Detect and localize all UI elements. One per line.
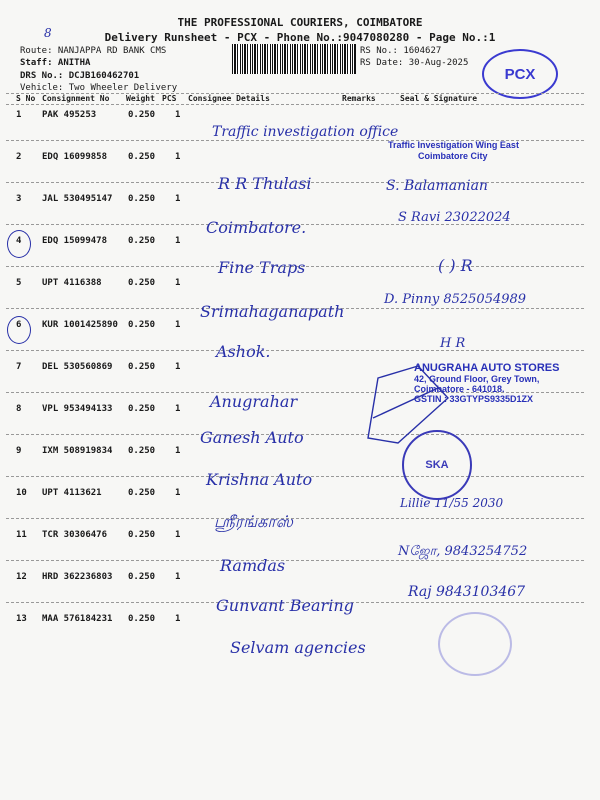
row-consignment: MAA 576184231	[42, 614, 113, 624]
signature: D. Pinny 8525054989	[384, 292, 527, 307]
row-weight: 0.250	[128, 488, 156, 498]
handwritten-consignee: Srimahaganapath	[200, 302, 345, 321]
col-consignment: Consignment No	[42, 94, 110, 103]
pcx-stamp: PCX	[482, 49, 558, 99]
row-pcs: 1	[175, 614, 181, 624]
route: Route: NANJAPPA RD BANK CMS	[20, 46, 167, 56]
signature: Lillie 11/55 2030	[400, 496, 504, 510]
row-consignment: VPL 953494133	[42, 404, 113, 414]
row-pcs: 1	[175, 152, 181, 162]
row-weight: 0.250	[128, 362, 156, 372]
handwritten-consignee: Anugrahar	[210, 392, 298, 411]
signature: Nஜோ, 9843254752	[398, 544, 528, 559]
row-weight: 0.250	[128, 446, 156, 456]
handwritten-consignee: Ashok.	[216, 342, 271, 361]
handwritten-consignee: Traffic investigation office	[212, 124, 399, 140]
row-pcs: 1	[175, 278, 181, 288]
row-sno: 6	[16, 320, 22, 330]
signature: S Ravi 23022024	[398, 210, 511, 225]
handwritten-consignee: Coimbatore.	[206, 218, 307, 237]
row-pcs: 1	[175, 236, 181, 246]
circle-mark	[7, 316, 31, 344]
row-sno: 10	[16, 488, 27, 498]
shop-name: ANUGRAHA AUTO STORES	[414, 362, 560, 374]
round-seal: SKA	[402, 430, 472, 500]
row-weight: 0.250	[128, 110, 156, 120]
traffic-stamp-line2: Coimbatore City	[418, 151, 488, 161]
shop-gstin: GSTIN : 33GTYPS9335D1ZX	[414, 394, 534, 404]
shop-address-2: Coimbatore - 641018.	[414, 384, 505, 394]
signature: Raj 9843103467	[408, 584, 526, 600]
divider	[6, 560, 584, 561]
row-weight: 0.250	[128, 194, 156, 204]
col-consignee: Consignee Details	[188, 94, 270, 103]
barcode	[232, 44, 356, 74]
col-pcs: PCS	[162, 94, 177, 103]
handwritten-consignee: Gunvant Bearing	[216, 596, 354, 615]
row-weight: 0.250	[128, 320, 156, 330]
row-consignment: HRD 362236803	[42, 572, 113, 582]
handwritten-consignee: Krishna Auto	[206, 470, 313, 489]
handwritten-consignee: Fine Traps	[218, 258, 306, 277]
corner-mark: 8	[44, 26, 52, 40]
row-consignment: TCR 30306476	[42, 530, 108, 540]
shop-address-1: 42, Ground Floor, Grey Town,	[414, 374, 540, 384]
row-weight: 0.250	[128, 278, 156, 288]
handwritten-consignee: Selvam agencies	[230, 638, 366, 657]
traffic-stamp-line1: Traffic Investigation Wing East	[388, 140, 519, 150]
rs-date: RS Date: 30-Aug-2025	[360, 58, 469, 68]
col-sno: S No	[16, 94, 36, 103]
row-sno: 1	[16, 110, 22, 120]
row-consignment: DEL 530560869	[42, 362, 113, 372]
row-pcs: 1	[175, 530, 181, 540]
row-sno: 11	[16, 530, 27, 540]
row-consignment: UPT 4113621	[42, 488, 102, 498]
row-sno: 2	[16, 152, 22, 162]
row-sno: 5	[16, 278, 22, 288]
drs-number: DRS No.: DCJB160462701	[20, 71, 140, 81]
row-weight: 0.250	[128, 404, 156, 414]
signature: ( ) R	[438, 256, 473, 275]
row-weight: 0.250	[128, 152, 156, 162]
col-weight: Weight	[126, 94, 155, 103]
rs-number: RS No.: 1604627	[360, 46, 442, 56]
row-weight: 0.250	[128, 236, 156, 246]
divider	[6, 104, 584, 105]
row-weight: 0.250	[128, 530, 156, 540]
row-sno: 9	[16, 446, 22, 456]
faint-seal	[438, 612, 512, 676]
col-remarks: Remarks	[342, 94, 376, 103]
vehicle: Vehicle: Two Wheeler Delivery	[20, 83, 178, 93]
row-weight: 0.250	[128, 572, 156, 582]
row-sno: 4	[16, 236, 22, 246]
row-sno: 8	[16, 404, 22, 414]
row-consignment: EDQ 15099478	[42, 236, 108, 246]
signature: S. Balamanian	[386, 178, 488, 194]
handwritten-consignee: R R Thulasi	[218, 174, 312, 193]
row-pcs: 1	[175, 572, 181, 582]
row-pcs: 1	[175, 320, 181, 330]
row-consignment: EDQ 16099858	[42, 152, 108, 162]
divider	[6, 518, 584, 519]
row-consignment: IXM 508919834	[42, 446, 113, 456]
row-pcs: 1	[175, 404, 181, 414]
handwritten-consignee: ஸ்ரீரங்காஸ்	[214, 512, 293, 531]
staff: Staff: ANITHA	[20, 58, 91, 68]
row-sno: 7	[16, 362, 22, 372]
signature: H R	[440, 336, 466, 351]
row-weight: 0.250	[128, 614, 156, 624]
row-consignment: KUR 1001425890	[42, 320, 118, 330]
runsheet-subtitle: Delivery Runsheet - PCX - Phone No.:9047080280 - Page No.:1	[104, 31, 496, 44]
row-consignment: JAL 530495147	[42, 194, 113, 204]
company-title: THE PROFESSIONAL COURIERS, COIMBATORE	[177, 16, 423, 29]
row-sno: 12	[16, 572, 27, 582]
row-pcs: 1	[175, 488, 181, 498]
row-pcs: 1	[175, 110, 181, 120]
handwritten-consignee: Ganesh Auto	[200, 428, 304, 447]
row-consignment: PAK 495253	[42, 110, 97, 120]
row-sno: 3	[16, 194, 22, 204]
divider	[6, 350, 584, 351]
row-pcs: 1	[175, 194, 181, 204]
circle-mark	[7, 230, 31, 258]
row-pcs: 1	[175, 446, 181, 456]
row-pcs: 1	[175, 362, 181, 372]
col-seal: Seal & Signature	[400, 94, 478, 103]
row-consignment: UPT 4116388	[42, 278, 102, 288]
row-sno: 13	[16, 614, 27, 624]
handwritten-consignee: Ramdas	[220, 556, 286, 575]
